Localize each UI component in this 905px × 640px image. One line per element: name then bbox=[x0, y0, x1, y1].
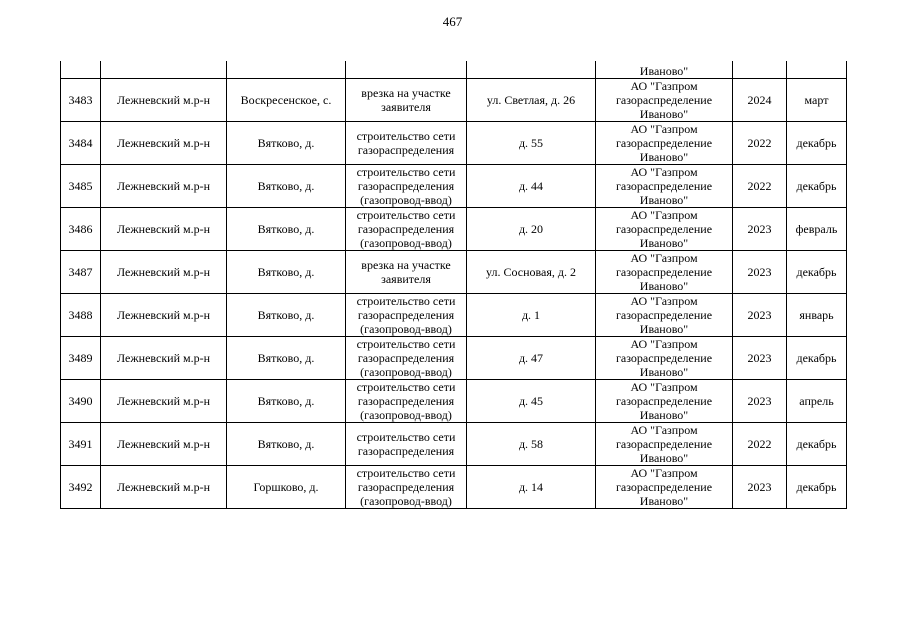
cell-month: декабрь bbox=[787, 122, 847, 165]
cell-district: Лежневский м.р-н bbox=[101, 466, 227, 509]
cell-address: д. 58 bbox=[467, 423, 596, 466]
cell-month: декабрь bbox=[787, 165, 847, 208]
cell-year: 2022 bbox=[733, 165, 787, 208]
cell-operator: АО "Газпром газораспределение Иваново" bbox=[596, 165, 733, 208]
gasification-table bbox=[60, 61, 847, 509]
cell-num: 3489 bbox=[61, 337, 101, 380]
cell-month: декабрь bbox=[787, 466, 847, 509]
table-row bbox=[61, 79, 847, 122]
cell-month: декабрь bbox=[787, 337, 847, 380]
cell-work: строительство сети газораспределения (газопровод-ввод) bbox=[346, 380, 467, 423]
cell-locality: Вятково, д. bbox=[227, 380, 346, 423]
cell-operator: АО "Газпром газораспределение Иваново" bbox=[596, 208, 733, 251]
cell-address: д. 20 bbox=[467, 208, 596, 251]
cell-work: врезка на участке заявителя bbox=[346, 251, 467, 294]
cell-address: ул. Сосновая, д. 2 bbox=[467, 251, 596, 294]
cell-district: Лежневский м.р-н bbox=[101, 380, 227, 423]
cell-locality bbox=[227, 61, 346, 79]
cell-operator: АО "Газпром газораспределение Иваново" bbox=[596, 251, 733, 294]
cell-locality: Горшково, д. bbox=[227, 466, 346, 509]
cell-year: 2022 bbox=[733, 423, 787, 466]
cell-work: строительство сети газораспределения (газопровод-ввод) bbox=[346, 337, 467, 380]
cell-month: февраль bbox=[787, 208, 847, 251]
table-row bbox=[61, 122, 847, 165]
cell-num: 3486 bbox=[61, 208, 101, 251]
table-row bbox=[61, 337, 847, 380]
cell-locality: Вятково, д. bbox=[227, 122, 346, 165]
cell-address: ул. Светлая, д. 26 bbox=[467, 79, 596, 122]
cell-locality: Вятково, д. bbox=[227, 337, 346, 380]
cell-work: строительство сети газораспределения (газопровод-ввод) bbox=[346, 165, 467, 208]
cell-year: 2023 bbox=[733, 466, 787, 509]
cell-address: д. 45 bbox=[467, 380, 596, 423]
cell-month: апрель bbox=[787, 380, 847, 423]
cell-work: строительство сети газораспределения bbox=[346, 423, 467, 466]
cell-locality: Вятково, д. bbox=[227, 165, 346, 208]
table-row bbox=[61, 423, 847, 466]
continuation-row bbox=[61, 61, 847, 79]
cell-operator: АО "Газпром газораспределение Иваново" bbox=[596, 122, 733, 165]
cell-num: 3491 bbox=[61, 423, 101, 466]
cell-address: д. 1 bbox=[467, 294, 596, 337]
table-row bbox=[61, 165, 847, 208]
cell-num: 3492 bbox=[61, 466, 101, 509]
table-row bbox=[61, 466, 847, 509]
cell-year: 2023 bbox=[733, 251, 787, 294]
cell-num: 3490 bbox=[61, 380, 101, 423]
page-number: 467 bbox=[442, 14, 463, 29]
cell-work: врезка на участке заявителя bbox=[346, 79, 467, 122]
cell-locality: Вятково, д. bbox=[227, 208, 346, 251]
cell-year: 2022 bbox=[733, 122, 787, 165]
cell-num: 3487 bbox=[61, 251, 101, 294]
cell-month: март bbox=[787, 79, 847, 122]
cell-work: строительство сети газораспределения (газопровод-ввод) bbox=[346, 208, 467, 251]
cell-year: 2023 bbox=[733, 337, 787, 380]
cell-address: д. 44 bbox=[467, 165, 596, 208]
cell-year bbox=[733, 61, 787, 79]
cell-month: декабрь bbox=[787, 423, 847, 466]
table-row bbox=[61, 208, 847, 251]
cell-district: Лежневский м.р-н bbox=[101, 122, 227, 165]
cell-district: Лежневский м.р-н bbox=[101, 79, 227, 122]
cell-work: строительство сети газораспределения (газопровод-ввод) bbox=[346, 294, 467, 337]
cell-operator: АО "Газпром газораспределение Иваново" bbox=[596, 294, 733, 337]
cell-year: 2023 bbox=[733, 294, 787, 337]
cell-district: Лежневский м.р-н bbox=[101, 251, 227, 294]
cell-year: 2023 bbox=[733, 380, 787, 423]
cell-num: 3488 bbox=[61, 294, 101, 337]
cell-locality: Вятково, д. bbox=[227, 251, 346, 294]
cell-operator: АО "Газпром газораспределение Иваново" bbox=[596, 423, 733, 466]
cell-district: Лежневский м.р-н bbox=[101, 165, 227, 208]
cell-month: январь bbox=[787, 294, 847, 337]
table-row bbox=[61, 294, 847, 337]
cell-num: 3483 bbox=[61, 79, 101, 122]
cell-district bbox=[101, 61, 227, 79]
cell-month bbox=[787, 61, 847, 79]
cell-district: Лежневский м.р-н bbox=[101, 208, 227, 251]
cell-address: д. 47 bbox=[467, 337, 596, 380]
cell-work bbox=[346, 61, 467, 79]
cell-month: декабрь bbox=[787, 251, 847, 294]
cell-num: 3485 bbox=[61, 165, 101, 208]
cell-address: д. 14 bbox=[467, 466, 596, 509]
cell-district: Лежневский м.р-н bbox=[101, 423, 227, 466]
cell-operator: АО "Газпром газораспределение Иваново" bbox=[596, 79, 733, 122]
cell-num: 3484 bbox=[61, 122, 101, 165]
cell-year: 2024 bbox=[733, 79, 787, 122]
table-body bbox=[61, 61, 847, 509]
cell-operator: АО "Газпром газораспределение Иваново" bbox=[596, 466, 733, 509]
cell-locality: Вятково, д. bbox=[227, 294, 346, 337]
cell-operator: Иваново" bbox=[596, 61, 733, 79]
cell-district: Лежневский м.р-н bbox=[101, 294, 227, 337]
cell-operator: АО "Газпром газораспределение Иваново" bbox=[596, 337, 733, 380]
cell-work: строительство сети газораспределения bbox=[346, 122, 467, 165]
cell-address: д. 55 bbox=[467, 122, 596, 165]
cell-work: строительство сети газораспределения (газопровод-ввод) bbox=[346, 466, 467, 509]
cell-address bbox=[467, 61, 596, 79]
table-row bbox=[61, 251, 847, 294]
cell-locality: Воскресенское, с. bbox=[227, 79, 346, 122]
cell-year: 2023 bbox=[733, 208, 787, 251]
cell-operator: АО "Газпром газораспределение Иваново" bbox=[596, 380, 733, 423]
cell-district: Лежневский м.р-н bbox=[101, 337, 227, 380]
cell-num bbox=[61, 61, 101, 79]
cell-locality: Вятково, д. bbox=[227, 423, 346, 466]
table-row bbox=[61, 380, 847, 423]
